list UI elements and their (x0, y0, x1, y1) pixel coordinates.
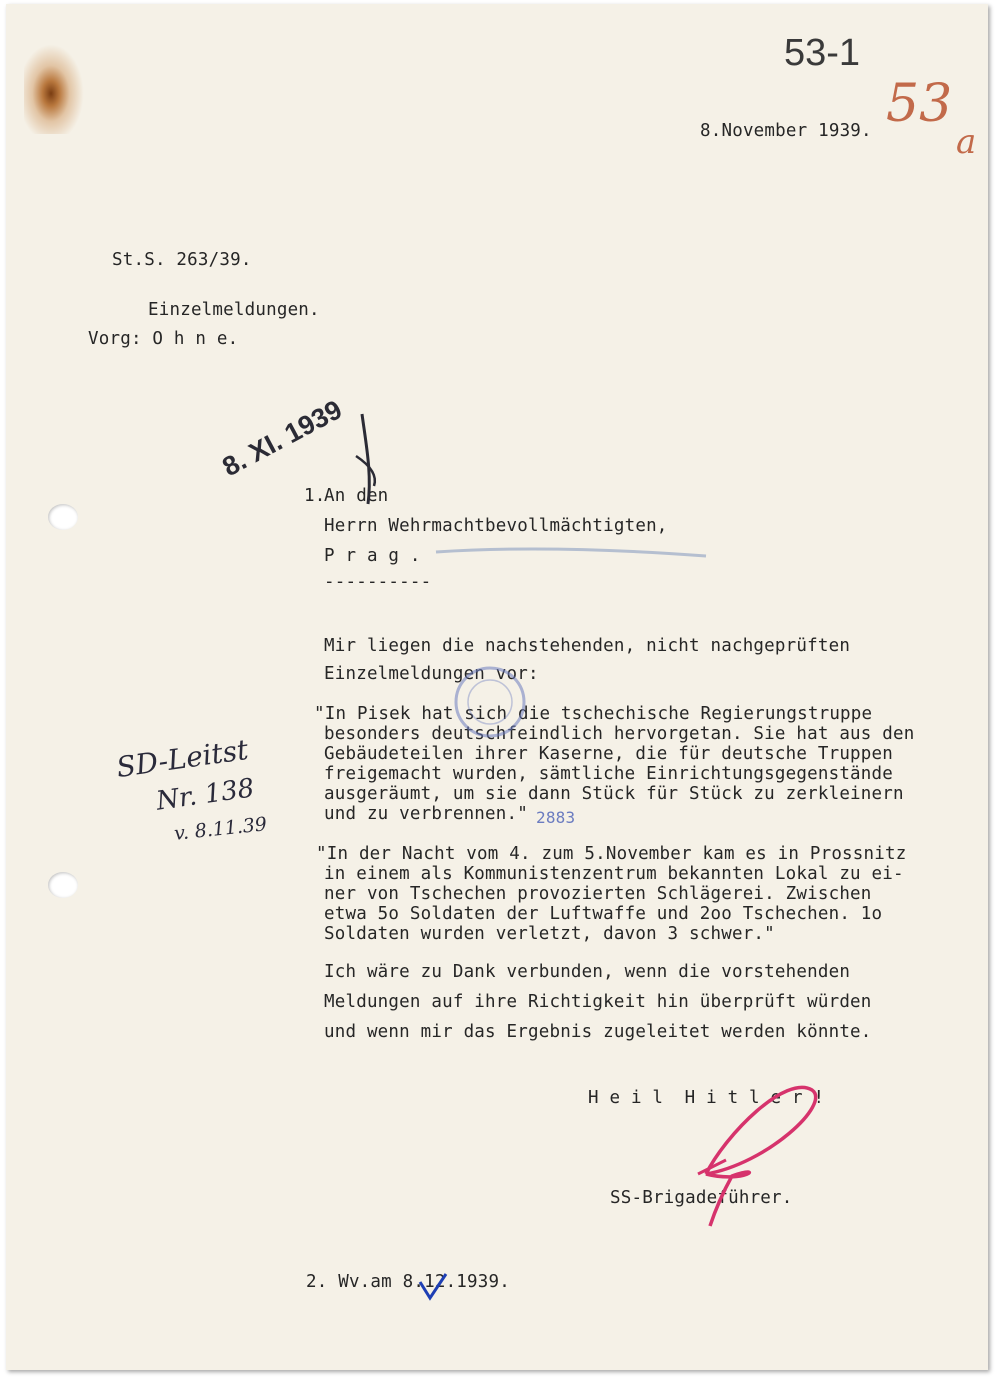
margin-note-line-1: SD-Leitst (114, 732, 251, 785)
closing-line: Ich wäre zu Dank verbunden, wenn die vorstehenden (324, 962, 851, 982)
followup-date: 2. Wv.am 8.12.1939. (306, 1272, 510, 1292)
letter-date: 8.November 1939. (700, 121, 872, 141)
closing-line: Meldungen auf ihre Richtigkeit hin überprüft würden (324, 992, 872, 1012)
blue-pencil-underline (436, 549, 706, 556)
blue-check-mark (420, 1274, 446, 1298)
report-1-line: ausgeräumt, um sie dann Stück für Stück zu zerkleinern (324, 784, 904, 804)
folio-number-red: 53 (886, 74, 953, 134)
report-2-line: "In der Nacht vom 4. zum 5.November kam es in Prossnitz (316, 844, 907, 864)
received-date-stamp: 8. XI. 1939 (217, 394, 347, 483)
reference-number: St.S. 263/39. (112, 250, 252, 270)
address-line-3: P r a g . (324, 546, 421, 566)
subject-line: Einzelmeldungen. (148, 300, 320, 320)
report-2-line: ner von Tschechen provozierten Schlägerei. Zwischen (324, 884, 872, 904)
folio-number: 53-1 (784, 32, 861, 74)
intro-line: Einzelmeldungen vor: (324, 664, 539, 684)
report-2-line: etwa 5o Soldaten der Luftwaffe und 2oo Tschechen. 1o (324, 904, 883, 924)
address-line-1: An den (324, 486, 389, 506)
stamp-fraction-mark (356, 456, 375, 486)
signatory-rank: SS-Brigadeführer. (610, 1188, 793, 1208)
margin-note-line-3: v. 8.11.39 (173, 813, 268, 845)
report-1-line: freigemacht wurden, sämtliche Einrichtungsgegenstände (324, 764, 894, 784)
report-1-line: Gebäudeteilen ihrer Kaserne, die für deutsche Truppen (324, 744, 894, 764)
report-1-line: und zu verbrennen." (324, 804, 528, 824)
intro-line: Mir liegen die nachstehenden, nicht nachgeprüften (324, 636, 851, 656)
report-1-line: besonders deutschfeindlich hervorgetan. Sie hat aus den (324, 724, 915, 744)
report-2-line: Soldaten wurden verletzt, davon 3 schwer." (324, 924, 775, 944)
closing-line: und wenn mir das Ergebnis zugeleitet werden könnte. (324, 1022, 872, 1042)
registry-number-stamp: 2883 (536, 808, 576, 827)
margin-note-line-2: Nr. 138 (154, 773, 257, 817)
report-2-line: in einem als Kommunistenzentrum bekannten Lokal zu ei- (324, 864, 904, 884)
round-office-stamp-inner (468, 680, 512, 724)
greeting: H e i l H i t l e r ! (588, 1088, 825, 1108)
round-office-stamp (456, 668, 524, 736)
prior-correspondence: Vorg: O h n e. (88, 329, 239, 349)
signature-red-pencil (706, 1087, 816, 1226)
address-line-2: Herrn Wehrmachtbevollmächtigten, (324, 516, 668, 536)
address-underline: ---------- (324, 572, 432, 592)
stamp-slash-mark (362, 414, 369, 504)
document-page (6, 4, 988, 1370)
pen-marks (6, 4, 988, 1370)
report-1-line: "In Pisek hat sich die tschechische Regierungstruppe (314, 704, 873, 724)
item-number: 1. (304, 486, 326, 506)
folio-suffix-red: a (956, 122, 977, 162)
